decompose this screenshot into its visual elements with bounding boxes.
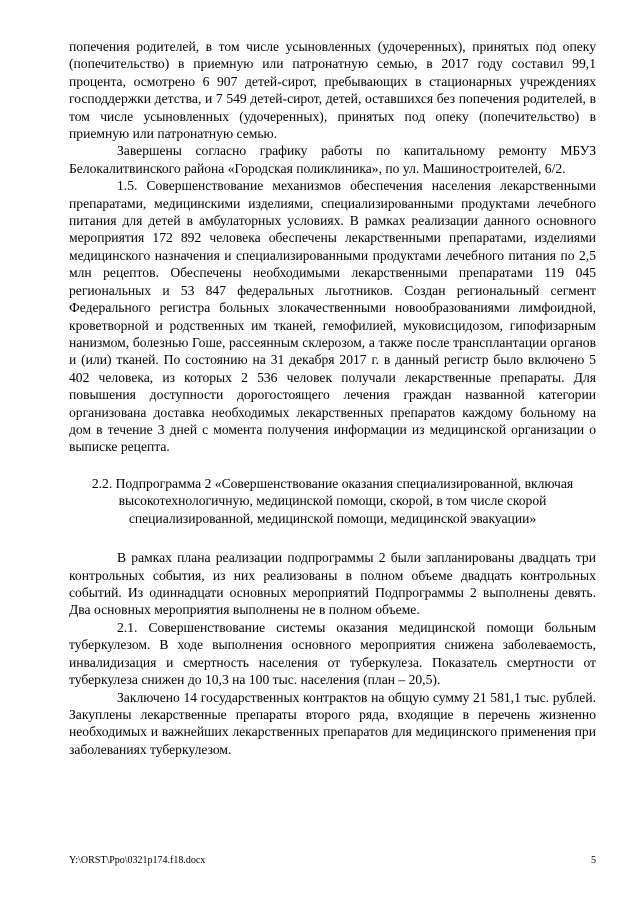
paragraph-contracts: Заключено 14 государственных контрактов на общую сумму 21 581,1 тыс. рублей. Закуплены лекарственные препараты второго ряда, входящие в перечень жизненно необходимых и важнейших лекарственных препаратов для медицинского применения при заболеваниях туберкулезом. — [69, 689, 596, 757]
footer-page-number: 5 — [591, 855, 596, 866]
document-body — [69, 38, 596, 758]
paragraph-control-events: В рамках плана реализации подпрограммы 2 были запланированы двадцать три контрольных события, из них реализованы в полном объеме двадцать контрольных событий. Из одиннадцати основных мероприятий Подпрограммы 2 выполнены девять. Два основных мероприятия выполнены не в полном объеме. — [69, 550, 596, 618]
paragraph-repair: Завершены согласно графику работы по капитальному ремонту МБУЗ Белокалитвинского района «Городская поликлиника», по ул. Машиностроителей, 6/2. — [69, 143, 596, 176]
section-heading-subprogram-2: 2.2. Подпрограмма 2 «Совершенствование оказания специализированной, включая высокотехнологичную, медицинской помощи, скорой, в том числе скорой специализированной, медицинской помощи, медицинской эвакуации» — [91, 475, 574, 526]
paragraph-orphans-exam: попечения родителей, в том числе усыновленных (удочеренных), принятых под опеку (попечительство) в приемную или патронатную семью, в 2017 году составил 99,1 процента, осмотрено 6 907 детей-сирот, пребывающих в стационарных учреждениях господдержки детства, и 7 549 детей-сирот, детей, оставшихся без попечения родителей, в том числе усыновленных (удочеренных), принятых под опеку (попечительство) в приемную или патронатную семью. — [69, 39, 596, 142]
footer-file-path: Y:\ORST\Ppo\0321p174.f18.docx — [69, 855, 206, 866]
paragraph-tuberculosis: 2.1. Совершенствование системы оказания медицинской помощи больным туберкулезом. В ходе выполнения основного мероприятия снижена заболеваемость, инвалидизация и смертность населения от туберкулеза. Показатель смертности от туберкулеза снижен до 10,3 на 100 тыс. населения (план – 20,5). — [69, 619, 596, 688]
paragraph-medicines-supply: 1.5. Совершенствование механизмов обеспечения населения лекарственными препаратами, медицинскими изделиями, специализированными продуктами лечебного питания для детей в амбулаторных условиях. В рамках реализации данного основного мероприятия 172 892 человека обеспечены лекарственными препаратами, изделиями медицинского назначения и специализированными продуктами лечебного питания по 2,5 млн рецептов. Обеспечены необходимыми лекарственными препаратами 119 045 региональных и 53 847 федеральных льготников. Создан региональный сегмент Федерального регистра больных злокачественными новообразованиями лимфоидной, кроветворной и родственных им тканей, гемофилией, муковисцидозом, гипофизарным нанизмом, болезнью Гоше, рассеянным склерозом, а также после трансплантации органов и (или) тканей. По состоянию на 31 декабря 2017 г. в данный регистр было включено 5 402 человека, из которых 2 536 человек получали лекарственные препараты. Для повышения доступности дорогостоящего лечения граждан названной категории организована доставка необходимых лекарственных препаратов каждому больному на дом в течение 3 дней с момента получения информации из медицинской организации о выписке рецепта. — [69, 178, 596, 455]
